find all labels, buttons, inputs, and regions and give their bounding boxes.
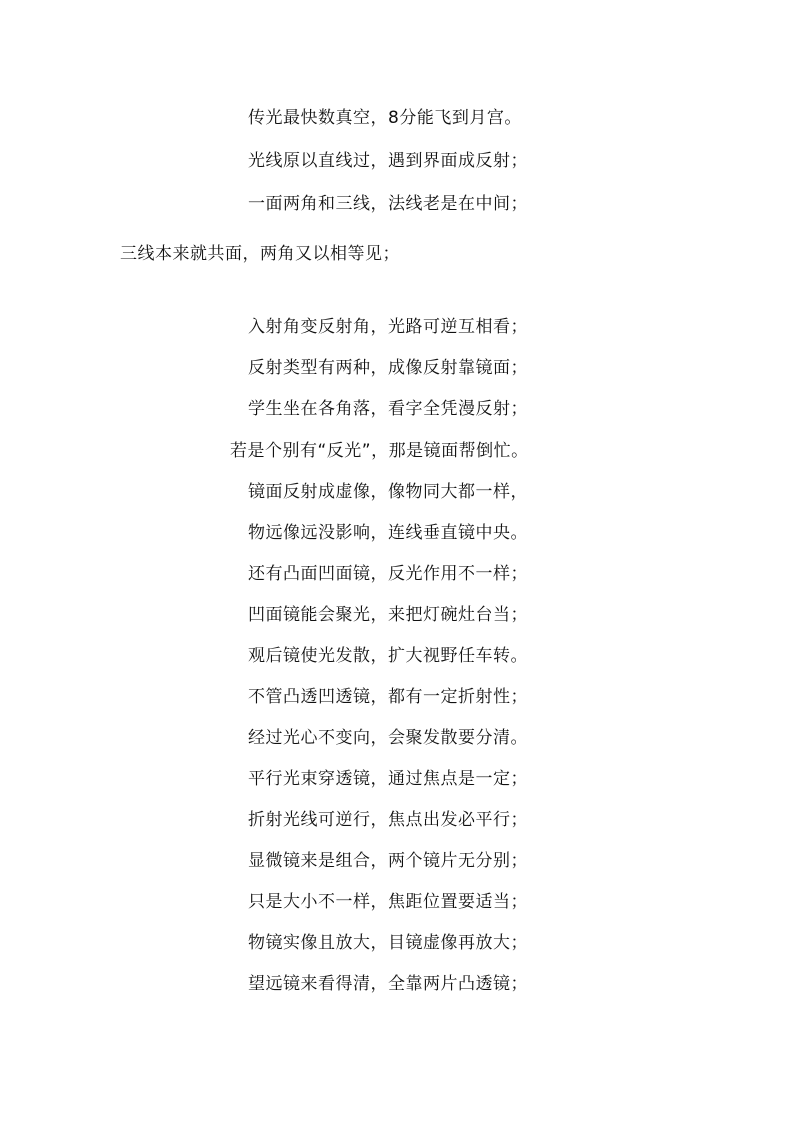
- poem-line: 还有凸面凹面镜，反光作用不一样；: [248, 564, 528, 584]
- poem-line: 望远镜来看得清，全靠两片凸透镜；: [248, 974, 528, 994]
- poem-line: 三线本来就共面，两角又以相等见；: [120, 244, 400, 264]
- poem-line: 只是大小不一样，焦距位置要适当；: [248, 892, 528, 912]
- poem-line: 学生坐在各角落，看字全凭漫反射；: [248, 399, 528, 419]
- poem-line: 光线原以直线过，遇到界面成反射；: [248, 151, 528, 171]
- poem-line: 传光最快数真空，8分能飞到月宫。: [248, 108, 522, 128]
- poem-line: 不管凸透凹透镜，都有一定折射性；: [248, 687, 528, 707]
- poem-line: 显微镜来是组合，两个镜片无分别；: [248, 851, 528, 871]
- poem-line: 反射类型有两种，成像反射靠镜面；: [248, 358, 528, 378]
- poem-line: 若是个别有“反光”，那是镜面帮倒忙。: [230, 441, 529, 461]
- poem-line: 一面两角和三线，法线老是在中间；: [248, 194, 528, 214]
- poem-line: 经过光心不变向，会聚发散要分清。: [248, 728, 528, 748]
- poem-line: 物远像远没影响，连线垂直镜中央。: [248, 523, 528, 543]
- poem-line: 折射光线可逆行，焦点出发必平行；: [248, 810, 528, 830]
- poem-line: 观后镜使光发散，扩大视野任车转。: [248, 646, 528, 666]
- poem-line: 入射角变反射角，光路可逆互相看；: [248, 317, 528, 337]
- poem-line: 平行光束穿透镜，通过焦点是一定；: [248, 769, 528, 789]
- poem-line: 凹面镜能会聚光，来把灯碗灶台当；: [248, 605, 528, 625]
- poem-line: 物镜实像且放大，目镜虚像再放大；: [248, 933, 528, 953]
- poem-line: 镜面反射成虚像，像物同大都一样，: [248, 482, 528, 502]
